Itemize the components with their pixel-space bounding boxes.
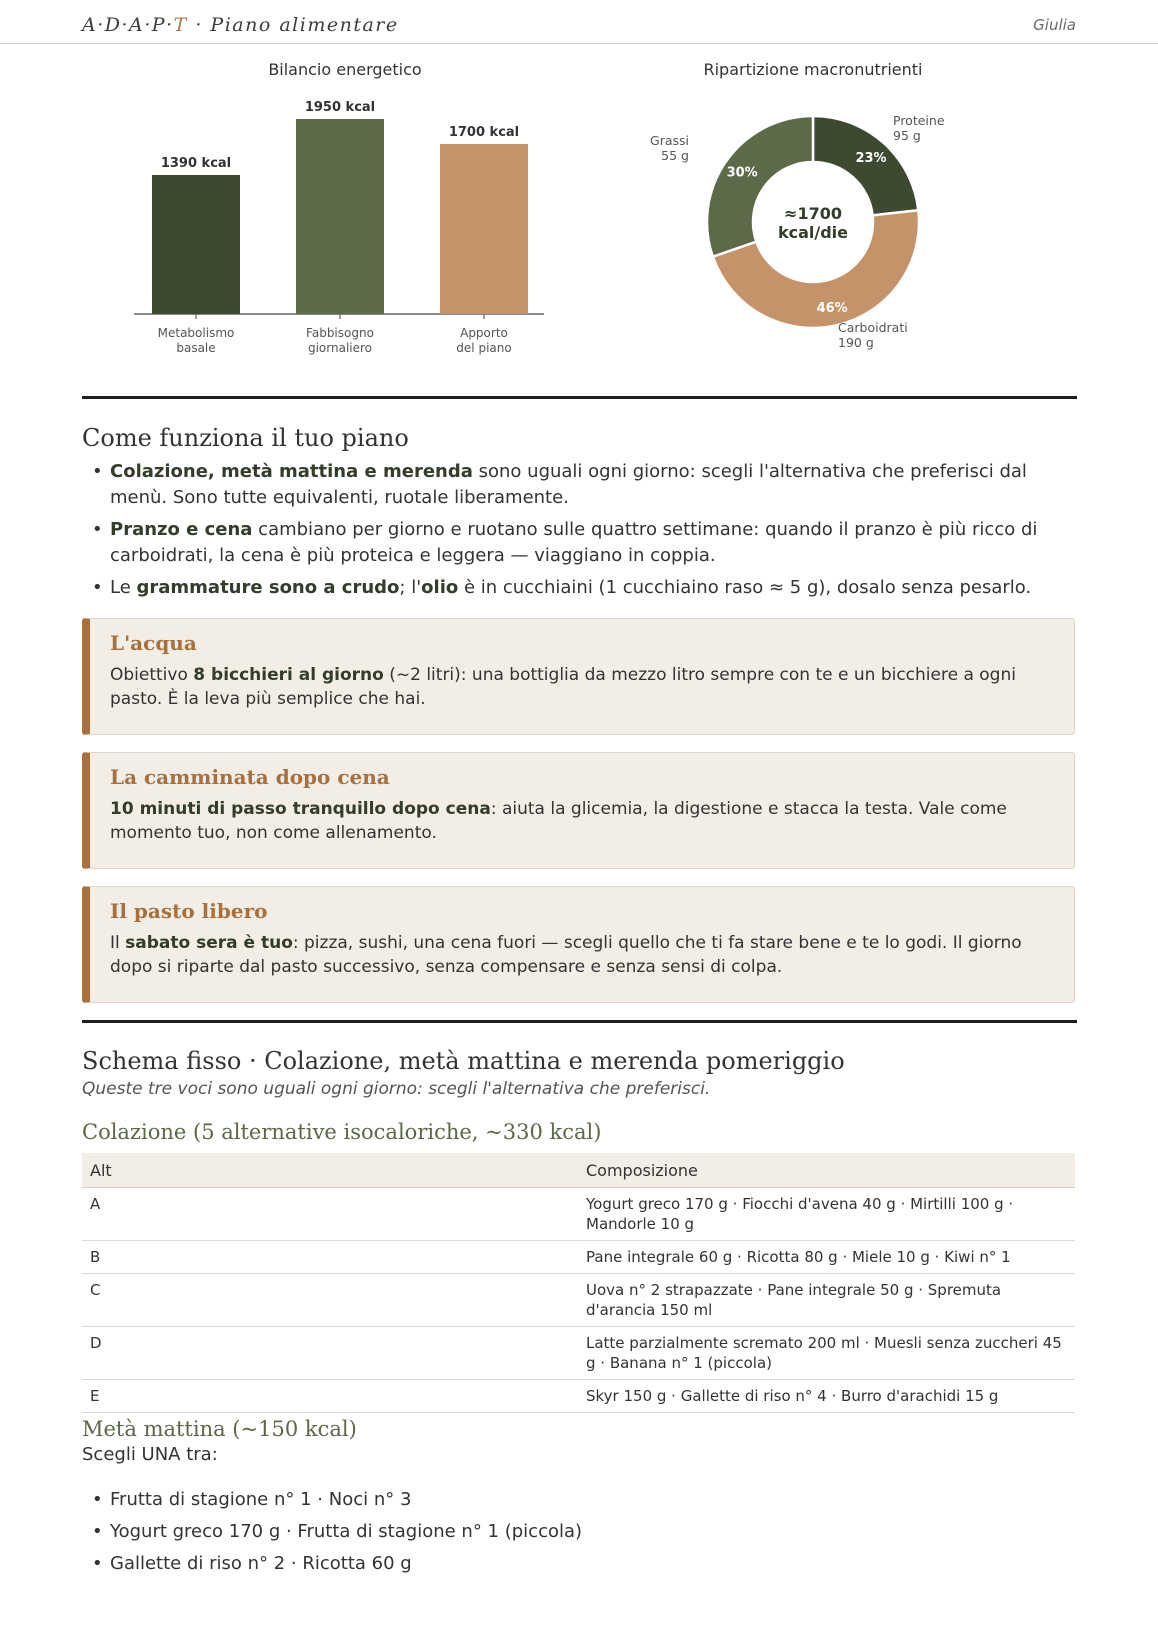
alt-cell: C (82, 1274, 578, 1327)
alt-cell: E (82, 1380, 578, 1413)
free-meal-callout (82, 886, 1075, 1003)
text: è in cucchiaini (1 cucchiaino raso ≈ 5 g), dosalo senza pesarlo. (458, 577, 1032, 598)
slice-name-label: Carboidrati (838, 320, 908, 335)
table-row (82, 1380, 1075, 1413)
donut-center-label: ≈1700 (784, 204, 842, 223)
bar (152, 175, 240, 314)
snack-lead: Scegli UNA tra: (82, 1444, 218, 1465)
list-item (82, 517, 1072, 569)
list-item (82, 459, 1072, 511)
slice-grams-label: 95 g (893, 128, 921, 143)
macro-chart-title: Ripartizione macronutrienti (703, 60, 923, 79)
bar (440, 144, 528, 314)
slice-grams-label: 55 g (661, 148, 689, 163)
energy-chart-title: Bilancio energetico (268, 60, 422, 79)
table-header-row (82, 1153, 1075, 1188)
list-item: • Gallette di riso n° 2 · Ricotta 60 g (82, 1551, 1072, 1577)
text: cambiano per giorno e ruotano sulle quattro settimane: quando il pranzo è più ricco di carboidrati, la cena è più proteica e leggera — viaggiano in coppia. (110, 519, 1038, 566)
donut-center-label: kcal/die (777, 223, 849, 242)
table-row (82, 1327, 1075, 1380)
callout-title: Il pasto libero (110, 899, 268, 923)
bar-value-label: 1950 kcal (304, 100, 376, 115)
bold-text: 8 bicchieri al giorno (193, 665, 384, 685)
x-tick-label: Fabbisogno (306, 326, 374, 340)
text: ; l' (399, 577, 422, 598)
snack-list (82, 1487, 1072, 1583)
slice-name-label: Grassi (650, 133, 689, 148)
schema-subtitle: Queste tre voci sono uguali ogni giorno: scegli l'alternativa che preferisci. (82, 1079, 711, 1099)
bar-value-label: 1700 kcal (448, 125, 520, 140)
composition-cell: Uova n° 2 strapazzate · Pane integrale 50 g · Spremuta d'arancia 150 ml (578, 1274, 1075, 1327)
table-row (82, 1188, 1075, 1241)
snack-title: Metà mattina (~150 kcal) (82, 1417, 357, 1441)
breakfast-title: Colazione (5 alternative isocaloriche, ~330 kcal) (82, 1120, 602, 1144)
text: : aiuta la glicemia, la digestione e stacca la testa. Vale come momento tuo, non come allenamento. (110, 799, 1007, 843)
macro-donut-chart (623, 90, 1003, 360)
text: Obiettivo (110, 665, 194, 685)
section-divider (82, 396, 1077, 399)
schema-title: Schema fisso · Colazione, metà mattina e merenda pomeriggio (82, 1047, 845, 1075)
text: (~2 litri): una bottiglia da mezzo litro sempre con te e un bicchiere a ogni pasto. È la leva più semplice che hai. (110, 665, 1016, 709)
col-composition-header: Composizione (578, 1153, 1075, 1188)
composition-cell: Latte parzialmente scremato 200 ml · Muesli senza zuccheri 45 g · Banana n° 1 (piccola) (578, 1327, 1075, 1380)
water-callout (82, 618, 1075, 735)
table-row (82, 1241, 1075, 1274)
breakfast-table (82, 1153, 1075, 1413)
callout-body (110, 663, 1054, 711)
bold-text: Colazione, metà mattina e merenda (110, 461, 473, 482)
callout-body (110, 797, 1054, 845)
list-item: • Frutta di stagione n° 1 · Noci n° 3 (82, 1487, 1072, 1513)
text: sono uguali ogni giorno: scegli l'alternativa che preferisci dal menù. Sono tutte equivalenti, ruotale liberamente. (110, 461, 1027, 508)
how-list (82, 459, 1072, 607)
bar-value-label: 1390 kcal (160, 156, 232, 171)
bold-text: grammature sono a crudo (136, 577, 400, 598)
text: Il (110, 933, 126, 953)
brand-title (82, 14, 399, 36)
composition-cell: Yogurt greco 170 g · Fiocchi d'avena 40 g · Mirtilli 100 g · Mandorle 10 g (578, 1188, 1075, 1241)
alt-cell: B (82, 1241, 578, 1274)
callout-title: L'acqua (110, 631, 197, 655)
slice-grams-label: 190 g (838, 335, 874, 350)
callout-body (110, 931, 1054, 979)
alt-cell: D (82, 1327, 578, 1380)
slice-percent-label: 46% (816, 300, 848, 316)
bold-text: sabato sera è tuo (125, 933, 293, 953)
list-item (82, 575, 1072, 601)
x-tick-label: Apporto (460, 326, 508, 340)
brand-accent-letter: T (173, 14, 188, 36)
composition-cell: Pane integrale 60 g · Ricotta 80 g · Miele 10 g · Kiwi n° 1 (578, 1241, 1075, 1274)
bold-text: Pranzo e cena (110, 519, 253, 540)
slice-percent-label: 30% (726, 165, 758, 181)
walk-callout (82, 752, 1075, 869)
text: Le (110, 577, 137, 598)
slice-percent-label: 23% (855, 151, 887, 167)
bar (296, 119, 384, 314)
bold-text: 10 minuti di passo tranquillo dopo cena (110, 799, 491, 819)
page-header (0, 0, 1158, 44)
brand-suffix: · Piano alimentare (187, 14, 399, 36)
section-divider (82, 1020, 1077, 1023)
x-tick-label: giornaliero (307, 341, 373, 355)
brand-prefix: A·D·A·P· (82, 14, 174, 36)
list-item: • Yogurt greco 170 g · Frutta di stagione n° 1 (piccola) (82, 1519, 1072, 1545)
table-row (82, 1274, 1075, 1327)
user-name: Giulia (1033, 16, 1076, 34)
bold-text: olio (421, 577, 459, 598)
x-tick-label: del piano (456, 341, 512, 355)
how-title: Come funziona il tuo piano (82, 424, 409, 452)
text: : pizza, sushi, una cena fuori — scegli quello che ti fa stare bene e te lo godi. Il giorno dopo si riparte dal pasto successivo, senza compensare e senza sensi di colpa. (110, 933, 1022, 977)
composition-cell: Skyr 150 g · Gallette di riso n° 4 · Burro d'arachidi 15 g (578, 1380, 1075, 1413)
x-tick-label: basale (176, 341, 216, 355)
x-tick-label: Metabolismo (157, 326, 235, 340)
col-alt-header: Alt (82, 1153, 578, 1188)
energy-bar-chart (130, 92, 590, 382)
callout-title: La camminata dopo cena (110, 765, 390, 789)
alt-cell: A (82, 1188, 578, 1241)
slice-name-label: Proteine (893, 113, 945, 128)
